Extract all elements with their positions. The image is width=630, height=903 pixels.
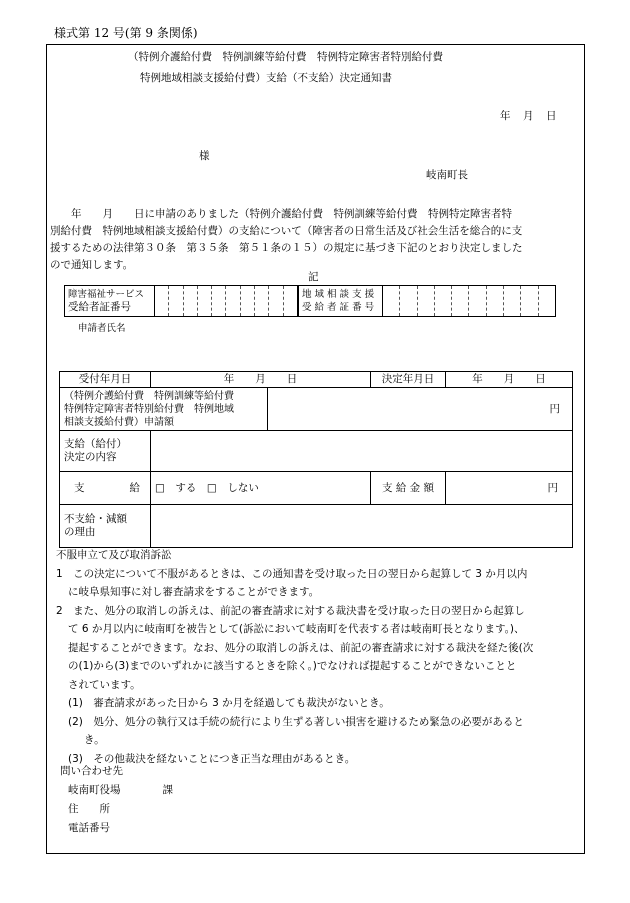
body-line: 援するための法律第３０条 第３５条 第５１条の１５）の規定に基づき下記のとおり決定しました — [50, 242, 523, 254]
shikyu-options[interactable]: □ する □ しない — [151, 472, 371, 505]
application-amount-field[interactable]: 円 — [268, 388, 573, 431]
notes-line: て 6 か月以内に岐南町を被告として(訴訟において岐南町を代表する者は岐南町長となります。)、 — [68, 623, 525, 635]
decision-date-label: 決定年月日 — [371, 372, 446, 388]
table-row — [60, 372, 573, 388]
ki-heading: 記 — [308, 271, 319, 283]
shikyu-label: 支 給 — [60, 472, 151, 505]
table-row — [60, 431, 573, 472]
appeal-notes — [56, 546, 582, 768]
notice-title-line1: （特例介護給付費 特例訓練等給付費 特例特定障害者特別給付費 — [128, 51, 443, 63]
notes-line: の(1)から(3)までのいずれかに該当するときを除く。)でなければ提起することができないことと — [68, 660, 517, 672]
issue-date: 年 月 日 — [500, 110, 558, 122]
payment-amount-label: 支 給 金 額 — [371, 472, 446, 505]
service-certificate-number-box — [64, 285, 298, 317]
issuer-name: 岐南町長 — [426, 169, 468, 181]
notes-line: 提起することができます。なお、処分の取消しの訴えは、前記の審査請求に対する裁決を経た後(次 — [68, 641, 534, 654]
certificate-digit-cells[interactable] — [155, 286, 297, 316]
notice-title-line2: 特例地域相談支援給付費）支給（不支給）決定通知書 — [140, 72, 392, 84]
reason-field[interactable] — [151, 505, 573, 548]
certificate-digit-cells[interactable] — [383, 286, 555, 316]
reason-label: 不支給・減額 の理由 — [60, 505, 151, 548]
applicant-name-label: 申請者氏名 — [78, 323, 126, 334]
recipient-suffix: 様 — [199, 150, 210, 162]
notes-line: に岐阜県知事に対し審査請求をすることができます。 — [68, 586, 320, 598]
consultation-certificate-number-box — [298, 285, 556, 317]
notes-line: 1 この決定について不服があるときは、この通知書を受け取った日の翌日から起算して 3 か月以内 — [56, 567, 528, 580]
decision-content-field[interactable] — [151, 431, 573, 472]
contact-heading: 問い合わせ先 — [60, 765, 123, 777]
body-line: ので通知します。 — [50, 259, 134, 271]
form-number: 様式第 12 号(第 9 条関係) — [54, 26, 198, 40]
table-row — [60, 505, 573, 548]
body-line: 別給付費 特例地域相談支援給付費）の支給について（障害者の日常生活及び社会生活を総合的に支 — [50, 225, 523, 237]
consultation-certificate-label: 地 域 相 談 支 援 受 給 者 証 番 号 — [299, 286, 383, 316]
table-row — [60, 388, 573, 431]
contact-phone: 電話番号 — [68, 822, 110, 834]
received-date-label: 受付年月日 — [60, 372, 151, 388]
decision-date-value[interactable]: 年 月 日 — [446, 372, 573, 388]
contact-office: 岐南町役場 課 — [68, 784, 173, 796]
application-amount-label: （特例介護給付費 特例訓練等給付費 特例特定障害者特別給付費 特例地域 相談支援給付費）申請額 — [60, 388, 268, 431]
table-row — [60, 472, 573, 505]
notes-line: されています。 — [68, 678, 141, 691]
notes-line: 2 また、処分の取消しの訴えは、前記の審査請求に対する裁決書を受け取った日の翌日から起算し — [56, 604, 525, 617]
decision-table — [59, 371, 573, 548]
contact-info — [60, 762, 173, 838]
notes-line: (1) 審査請求があった日から 3 か月を経過しても裁決がないとき。 — [68, 697, 390, 709]
notes-line: き。 — [84, 734, 105, 746]
notice-body — [50, 206, 580, 274]
decision-content-label: 支給（給付） 決定の内容 — [60, 431, 151, 472]
notes-line: (3) その他裁決を経ないことにつき正当な理由があるとき。 — [68, 752, 356, 765]
body-line: 年 月 日に申請のありました（特例介護給付費 特例訓練等給付費 特例特定障害者特 — [50, 208, 512, 220]
notes-heading: 不服申立て及び取消訴訟 — [56, 549, 172, 561]
received-date-value[interactable]: 年 月 日 — [151, 372, 371, 388]
notes-line: (2) 処分、処分の執行又は手続の続行により生ずる著しい損害を避けるため緊急の必要があると — [68, 715, 524, 728]
service-certificate-label: 障害福祉サービス 受給者証番号 — [65, 286, 155, 316]
contact-address: 住 所 — [68, 803, 110, 815]
payment-amount-field[interactable]: 円 — [446, 472, 573, 505]
